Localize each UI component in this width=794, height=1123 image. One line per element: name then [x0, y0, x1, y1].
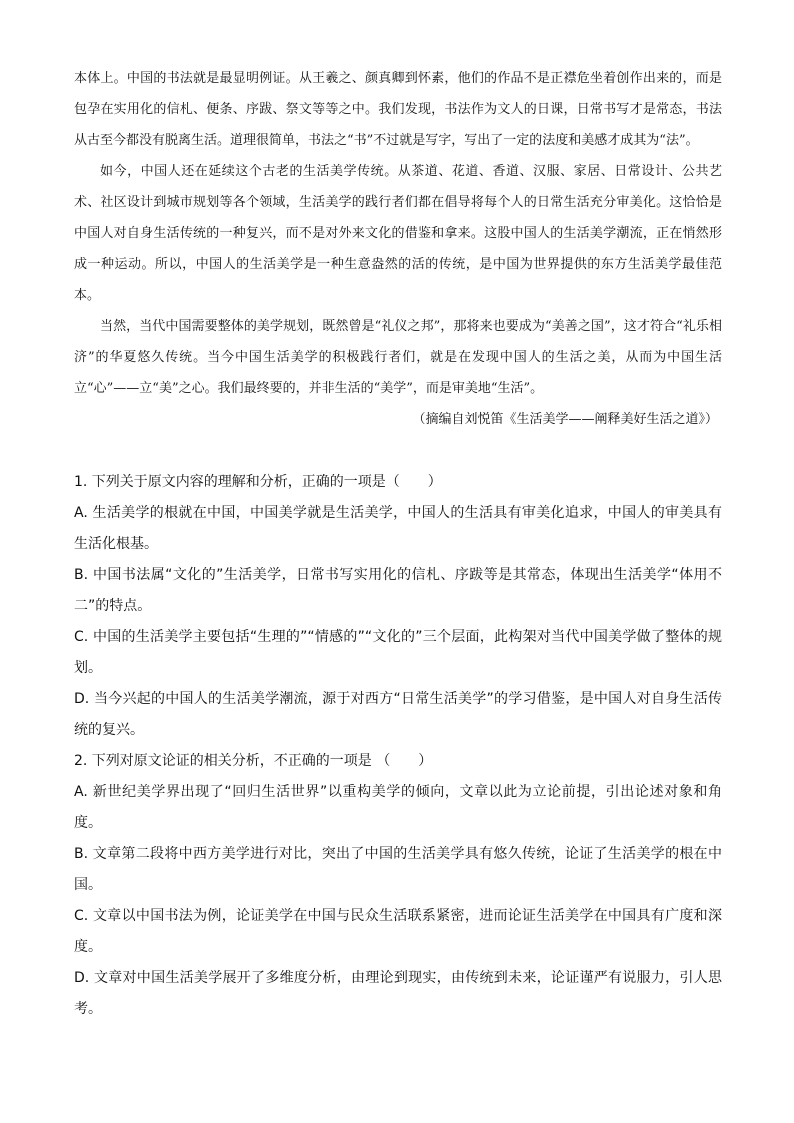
passage-paragraph: 本体上。中国的书法就是最显明例证。从王羲之、颜真卿到怀素，他们的作品不是正襟危坐着创作出来的，而是包孕在实用化的信札、便条、序跋、祭文等等之中。我们发现，书法作为文人的日课，日常书写才是常态，书法从古至今都没有脱离生活。道理很简单，书法之“书”不过就是写字，写出了一定的法度和美感才成其为“法”。: [74, 71, 722, 148]
passage-paragraph: 当然，当代中国需要整体的美学规划，既然曾是“礼仪之邦”，那将来也要成为“美善之国”，这才符合“礼乐相济”的华夏悠久传统。当今中国生活美学的积极践行者们，就是在发现中国人的生活之美，从而为中国生活立“心”——立“美”之心。我们最终要的，并非生活的“美学”，而是审美地“生活”。: [74, 319, 722, 396]
question-2: [74, 746, 722, 1025]
question-stem: 2. 下列对原文论证的相关分析，不正确的一项是 （ ）: [74, 753, 433, 769]
passage-paragraph: 如今，中国人还在延续这个古老的生活美学传统。从茶道、花道、香道、汉服、家居、日常设计、公共艺术、社区设计到城市规划等各个领域，生活美学的践行者们都在倡导将每个人的日常生活充分审美化。这恰恰是中国人对自身生活传统的一种复兴，而不是对外来文化的借鉴和拿来。这股中国人的生活美学潮流，正在悄然形成一种运动。所以，中国人的生活美学是一种生意盎然的活的传统，是中国为世界提供的东方生活美学最佳范本。: [74, 164, 722, 303]
option-a: A. 生活美学的根就在中国，中国美学就是生活美学，中国人的生活具有审美化追求，中国人的审美具有生活化根基。: [74, 505, 722, 552]
reading-passage: [74, 63, 722, 435]
option-a: A. 新世纪美学界出现了“回归生活世界”以重构美学的倾向，文章以此为立论前提，引出论述对象和角度。: [74, 784, 722, 831]
question-list: [74, 467, 722, 1025]
option-b: B. 中国书法属“文化的”生活美学，日常书写实用化的信札、序跋等是其常态，体现出生活美学“体用不二”的特点。: [74, 567, 722, 614]
passage-source: （摘编自刘悦笛《生活美学——阐释美好生活之道》）: [412, 412, 718, 427]
question-1: [74, 467, 722, 746]
option-c: C. 文章以中国书法为例，论证美学在中国与民众生活联系紧密，进而论证生活美学在中国具有广度和深度。: [74, 908, 722, 955]
option-d: D. 文章对中国生活美学展开了多维度分析，由理论到现实，由传统到未来，论证谨严有说服力，引人思考。: [74, 970, 722, 1017]
option-d: D. 当今兴起的中国人的生活美学潮流，源于对西方“日常生活美学”的学习借鉴，是中国人对自身生活传统的复兴。: [74, 691, 722, 738]
option-b: B. 文章第二段将中西方美学进行对比，突出了中国的生活美学具有悠久传统，论证了生活美学的根在中国。: [74, 846, 722, 893]
question-stem: 1. 下列关于原文内容的理解和分析，正确的一项是（ ）: [74, 474, 442, 490]
option-c: C. 中国的生活美学主要包括“生理的”“情感的”“文化的”三个层面，此构架对当代中国美学做了整体的规划。: [74, 629, 722, 676]
